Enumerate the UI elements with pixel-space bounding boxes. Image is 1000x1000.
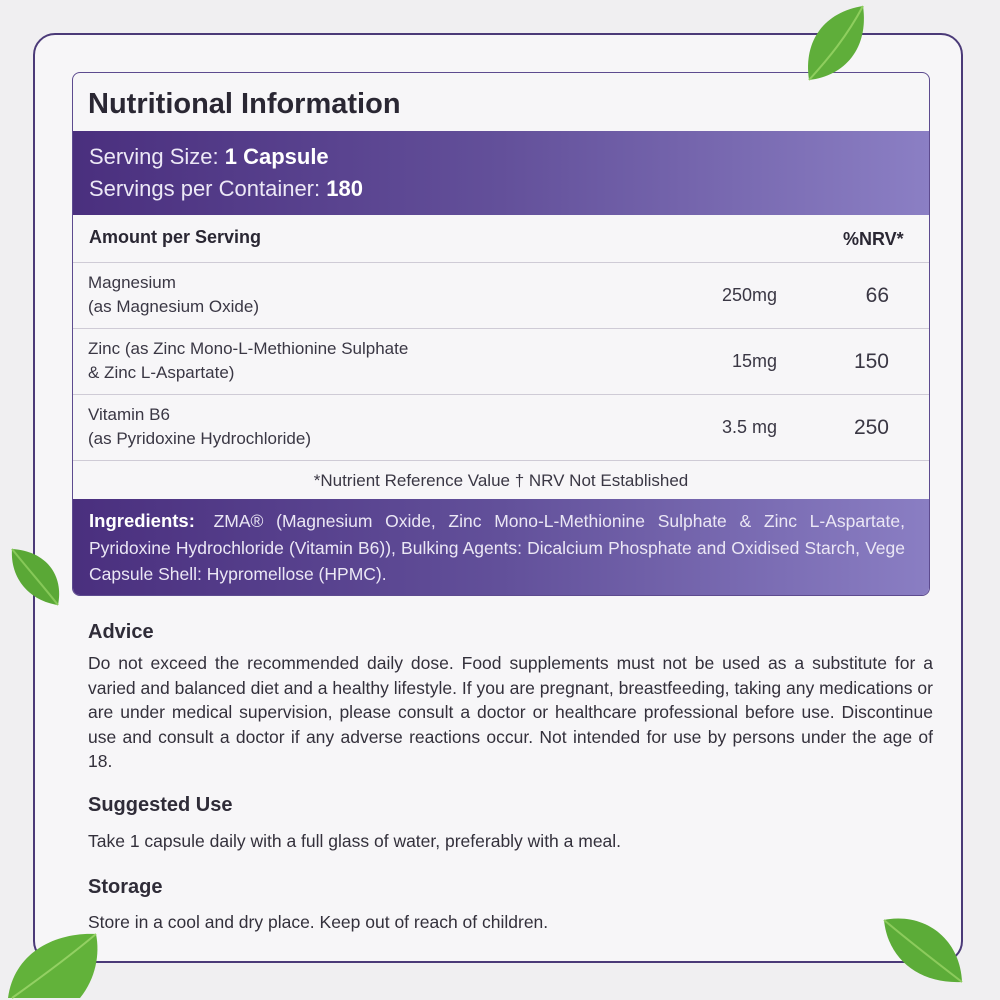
panel-title: Nutritional Information (88, 88, 401, 120)
serving-size (89, 141, 929, 173)
nrv-header: %NRV* (843, 229, 904, 249)
nutrient-nrv: 66 (865, 284, 889, 307)
servings-label: Servings per Container: (89, 176, 327, 201)
nutrient-nrv: 250 (853, 416, 889, 439)
storage-text: Store in a cool and dry place. Keep out of reach of children. (88, 912, 549, 932)
nutrient-name (88, 337, 408, 385)
advice-text: Do not exceed the recommended daily dose. Food supplements must not be used as a substitute for a varied and balanced diet and a healthy lifestyle. If you are pregnant, breastfeeding, taking any medications or are under medical supervision, please consult a doctor or healthcare professional before use. Discontinue use and consult a doctor if any adverse reactions occur. Not intended for use by persons under the age of 18. (88, 653, 933, 771)
storage-title: Storage (88, 876, 163, 898)
table-row (73, 329, 929, 395)
nutrient-name (88, 403, 311, 451)
leaf-icon (0, 928, 100, 1000)
leaf-icon (795, 2, 875, 94)
servings-value: 180 (326, 176, 363, 201)
nutrition-panel (72, 72, 930, 596)
leaf-icon (6, 545, 66, 609)
suggested-use-title: Suggested Use (88, 794, 233, 816)
nutrient-amount: 3.5 mg (721, 417, 777, 437)
nutrient-amount: 15mg (731, 351, 777, 371)
nutrient-source: & Zinc L-Aspartate) (88, 363, 235, 382)
ingredients-block (73, 499, 929, 596)
nutrient-title: Magnesium (88, 273, 176, 292)
nutrient-amount: 250mg (721, 285, 777, 305)
leaf-icon (880, 912, 966, 990)
amount-header: Amount per Serving (89, 227, 262, 247)
table-row (73, 395, 929, 461)
nutrient-name (88, 271, 259, 319)
nutrient-source: (as Magnesium Oxide) (88, 297, 260, 316)
suggested-use-text: Take 1 capsule daily with a full glass of water, preferably with a meal. (88, 831, 622, 851)
nrv-footnote: *Nutrient Reference Value † NRV Not Established (313, 471, 689, 490)
table-header (73, 215, 929, 263)
serving-info (73, 131, 929, 215)
serving-size-label: Serving Size: (89, 144, 225, 169)
ingredients-text: ZMA® (Magnesium Oxide, Zinc Mono-L-Methionine Sulphate & Zinc L-Aspartate, Pyridoxine Hydrochloride (Vitamin B6)), Bulking Agents: Dicalcium Phosphate and Oxidised Starch, Vege Capsule Shell: Hypromellose (HPMC). (89, 511, 905, 584)
servings-per-container (89, 173, 929, 205)
advice-title: Advice (88, 621, 154, 643)
nutrient-source: (as Pyridoxine Hydrochloride) (88, 429, 311, 448)
ingredients-label: Ingredients: (89, 510, 195, 531)
nutrient-nrv: 150 (853, 350, 889, 373)
table-row (73, 263, 929, 329)
nutrient-title: Vitamin B6 (88, 405, 170, 424)
serving-size-value: 1 Capsule (224, 144, 329, 169)
nutrient-title: Zinc (as Zinc Mono-L-Methionine Sulphate (88, 339, 409, 358)
